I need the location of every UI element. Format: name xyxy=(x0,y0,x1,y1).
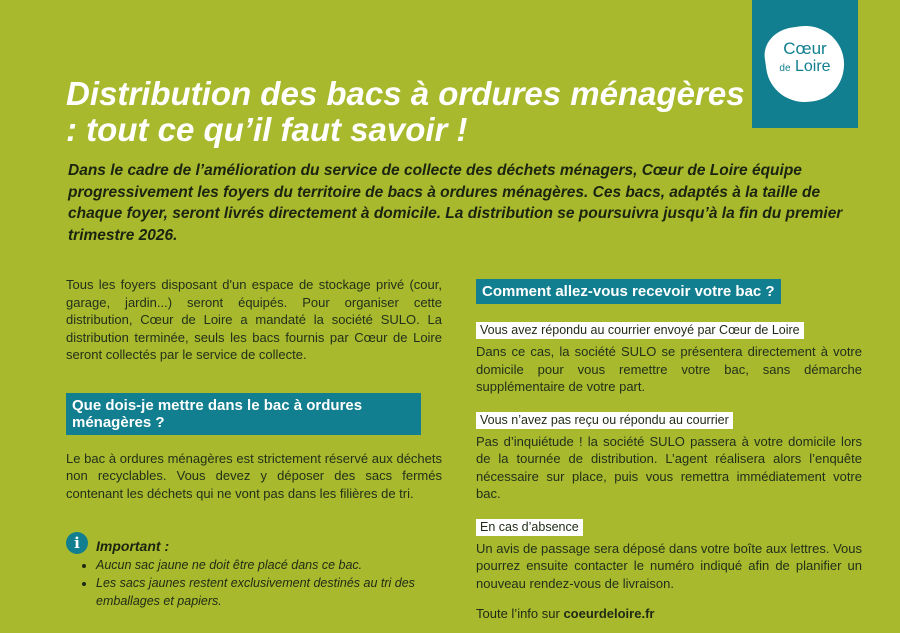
case-1-text: Dans ce cas, la société SULO se présentera directement à votre domicile pour vous remettre votre bac, sans démarche supplémentaire de votre part. xyxy=(476,344,862,394)
left-paragraph-2: Le bac à ordures ménagères est strictement réservé aux déchets non recyclables. Vous devez y déposer des sacs fermés contenant les déchets qui ne vont pas dans les filières de tri. xyxy=(66,450,442,501)
case-3-head: En cas d’absence xyxy=(476,519,583,536)
case-3-text: Un avis de passage sera déposé dans votre boîte aux lettres. Vous pourrez ensuite contacter le numéro indiqué afin de planifier un nouveau rendez-vous de livraison. xyxy=(476,540,862,591)
list-item: • Aucun sac jaune ne doit être placé dans ce bac. xyxy=(96,556,456,574)
coeur-de-loire-logo xyxy=(752,0,858,128)
logo-line2-main: Loire xyxy=(795,58,831,75)
left-section-title: Que dois-je mettre dans le bac à ordures ménagères ? xyxy=(66,393,421,435)
left-section-header-wrap xyxy=(66,393,421,435)
case-1 xyxy=(476,321,862,396)
logo-line2 xyxy=(766,59,844,75)
important-list xyxy=(78,556,456,610)
case-2-head: Vous n’avez pas reçu ou répondu au courrier xyxy=(476,412,733,429)
footer-info xyxy=(476,606,862,621)
important-title: Important : xyxy=(96,538,170,554)
info-icon: i xyxy=(66,532,88,554)
intro-paragraph: Dans le cadre de l’amélioration du service de collecte des déchets ménagers, Cœur de Loire équipe progressivement les foyers du territoire de bacs à ordures ménagères. Ces bacs, adaptés à la taille de chaque foyer, seront livrés directement à domicile. La distribution se poursuivra jusqu’à la fin du premier trimestre 2026. xyxy=(68,162,843,244)
page-title: Distribution des bacs à ordures ménagères : tout ce qu’il faut savoir ! xyxy=(66,75,745,148)
footer-prefix: Toute l’info sur xyxy=(476,606,564,621)
logo-text xyxy=(766,40,844,75)
website-link[interactable]: coeurdeloire.fr xyxy=(563,606,655,621)
case-2 xyxy=(476,411,862,503)
left-column xyxy=(66,276,442,502)
logo-line1: Cœur xyxy=(783,39,827,58)
case-3 xyxy=(476,518,862,593)
case-1-head: Vous avez répondu au courrier envoyé par Cœur de Loire xyxy=(476,322,804,339)
left-paragraph-1: Tous les foyers disposant d'un espace de stockage privé (cour, garage, jardin...) seront équipés. Pour organiser cette distribution, Cœur de Loire a mandaté la société SULO. La distribution terminée, seuls les bacs fournis par Cœur de Loire seront collectés par le service de collecte. xyxy=(66,277,442,362)
case-2-text: Pas d’inquiétude ! la société SULO passera à votre domicile lors de la tournée de distribution. L’agent réalisera alors l’enquête nécessaire sur place, puis vous remettra immédiatement votre bac. xyxy=(476,433,862,501)
right-column xyxy=(476,279,862,621)
right-section-title: Comment allez-vous recevoir votre bac ? xyxy=(476,279,781,304)
list-item: • Les sacs jaunes restent exclusivement destinés au tri des emballages et papiers. xyxy=(96,574,456,610)
logo-line2-small: de xyxy=(779,63,791,74)
